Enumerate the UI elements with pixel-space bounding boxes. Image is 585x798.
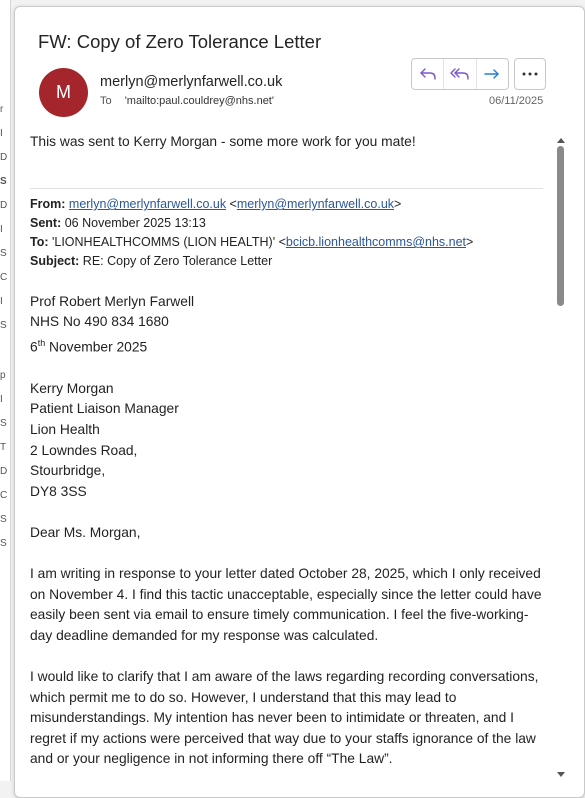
letter-date-suffix: th (37, 337, 46, 348)
recipient-row (100, 95, 274, 107)
forward-divider (30, 188, 543, 189)
to-name: 'LIONHEALTHCOMMS (LION HEALTH)' (52, 235, 276, 250)
sender-avatar[interactable] (39, 68, 88, 117)
recipient-address[interactable]: 'mailto:paul.couldrey@nhs.net' (124, 95, 274, 107)
scroll-down-icon (557, 772, 565, 778)
intro-line: This was sent to Kerry Morgan - some more work for you mate! (30, 134, 416, 149)
from-email-link[interactable]: merlyn@merlynfarwell.co.uk (236, 197, 395, 212)
more-actions-button[interactable] (514, 58, 546, 90)
to-label-fw: To: (30, 235, 49, 250)
reply-all-icon (450, 66, 470, 82)
sender-name: Prof Robert Merlyn Farwell (30, 293, 195, 309)
recipient-line-4: 2 Lowndes Road, (30, 442, 138, 458)
letter-date-rest: November 2025 (45, 339, 148, 355)
sender-email[interactable]: merlyn@merlynfarwell.co.uk (100, 74, 283, 90)
recipient-line-3: Lion Health (30, 421, 100, 437)
reply-actions (411, 58, 509, 90)
recipient-line-2: Patient Liaison Manager (30, 401, 179, 417)
forward-from-row: From: merlyn@merlynfarwell.co.uk <merlyn@merlynfarwell.co.uk> (30, 197, 402, 212)
forward-subject-row (30, 252, 546, 271)
forward-button[interactable] (476, 59, 508, 89)
sent-date: 06/11/2025 (489, 95, 544, 107)
forward-icon (483, 66, 501, 82)
sent-label: Sent: (30, 216, 62, 231)
reply-button[interactable] (412, 59, 443, 89)
recipient-line-5: Stourbridge, (30, 463, 106, 479)
paragraph-1: I am writing in response to your letter dated October 28, 2025, which I only received on November 4. I find this tactic unacceptable, especially since the letter could have easily been sent via email to ensure timely communication. I feel the five-working-day deadline demanded for my response was calculated. (30, 566, 542, 643)
from-name-link[interactable]: merlyn@merlynfarwell.co.uk (68, 197, 227, 212)
from-label: From: (30, 197, 66, 212)
subject-value: RE: Copy of Zero Tolerance Letter (82, 254, 273, 269)
to-label: To (100, 95, 112, 107)
sender-nhs-number: NHS No 490 834 1680 (30, 314, 169, 330)
reply-all-button[interactable] (443, 59, 475, 89)
message-body (30, 132, 546, 792)
more-icon (522, 72, 538, 76)
to-email-link[interactable]: bcicb.lionhealthcomms@nhs.net (285, 235, 467, 250)
vertical-scrollbar[interactable] (555, 137, 567, 787)
email-subject: FW: Copy of Zero Tolerance Letter (38, 31, 322, 52)
sent-value: 06 November 2025 13:13 (64, 216, 206, 231)
letter-date-day: 6 (30, 339, 38, 355)
recipient-line-1: Kerry Morgan (30, 380, 114, 396)
background-window-strip: r I D S D I S C I S p I S T D C S S (0, 0, 11, 781)
recipient-line-6: DY8 3SS (30, 483, 87, 499)
forward-header (30, 195, 546, 271)
avatar-initial: M (56, 82, 71, 102)
subject-label: Subject: (30, 254, 80, 269)
scroll-up-icon (557, 137, 565, 143)
reading-pane (14, 6, 585, 798)
reply-icon (419, 66, 437, 82)
forward-sent-row (30, 214, 546, 233)
salutation: Dear Ms. Morgan, (30, 524, 141, 540)
letter-date (30, 333, 546, 358)
scroll-thumb[interactable] (557, 146, 564, 306)
paragraph-2: I would like to clarify that I am aware of the laws regarding recording conversations, which permit me to do so. However, I understand that this may lead to misunderstandings. My intention has never been to intimidate or threaten, and I regret if my actions were perceived that way due to your staffs ignorance of the law and or your negligence in not informing there off “The Law”. (30, 669, 539, 767)
forward-to-row: To: 'LIONHEALTHCOMMS (LION HEALTH)' <bcicb.lionhealthcomms@nhs.net> (30, 235, 474, 250)
